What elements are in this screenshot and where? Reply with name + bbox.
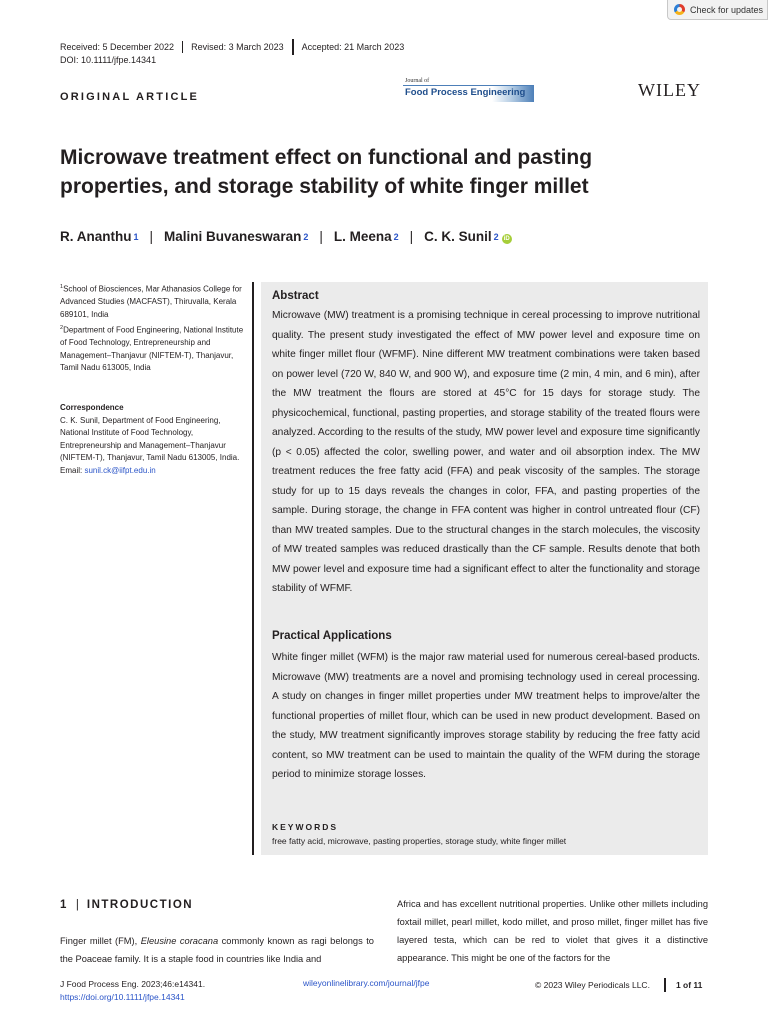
correspondence (60, 402, 245, 477)
divider (292, 39, 294, 55)
author-separator: | (149, 229, 154, 244)
author-affiliation-ref[interactable]: 2 (393, 232, 399, 242)
affiliation-text: School of Biosciences, Mar Athanasios College for Advanced Studies (MACFAST), Thiruvalla, Kerala 689101, India (60, 284, 242, 319)
affiliation-2 (60, 322, 245, 375)
check-for-updates-label: Check for updates (690, 4, 764, 15)
affiliation-number: 2 (60, 325, 64, 331)
author-affiliation-ref[interactable]: 2 (493, 232, 499, 242)
affiliation-1 (60, 281, 245, 321)
practical-applications-text: White finger millet (WFM) is the major raw material used for numerous cereal-based products. Microwave (MW) treatments are a novel and promising technology used in cereal processing. A study on changes in finger millet properties under MW treatment helps to improve/alter the functional properties of millet flour, which can be used in new product development. Based on the study, MW treatment significantly improves storage stability by reducing the free fatty acid content, so MW treatment can be used to maintain the quality of the WFM during the storage period to minimize storage losses. (272, 652, 700, 780)
article-history (60, 39, 404, 55)
page-number: 1 of 11 (675, 980, 703, 990)
section-heading-introduction (60, 899, 193, 911)
accepted-date: Accepted: 21 March 2023 (301, 42, 405, 52)
journal-logo-prefix: Journal of (405, 78, 430, 84)
correspondence-heading: Correspondence (60, 403, 124, 412)
author-affiliation-ref[interactable]: 1 (133, 232, 139, 242)
practical-applications-heading: Practical Applications (272, 630, 392, 642)
author-name[interactable]: L. Meena (333, 229, 392, 244)
author-name[interactable]: R. Ananthu (60, 229, 132, 244)
footer-right (535, 978, 702, 992)
footer-citation (60, 978, 205, 1004)
affiliation-text: Department of Food Engineering, National Institute of Food Technology, Entrepreneurship and Management–Thanjavur (NIFTEM-T), Thanjavur, Tamil Nadu 613005, India (60, 325, 244, 373)
author-name[interactable]: Malini Buvaneswaran (164, 229, 302, 244)
correspondence-email-line (60, 465, 245, 478)
copyright: © 2023 Wiley Periodicals LLC. (535, 980, 650, 990)
column-divider (252, 282, 254, 855)
publisher-logo: WILEY (638, 80, 701, 100)
keywords-text: free fatty acid, microwave, pasting properties, storage study, white finger millet (272, 836, 567, 846)
email-link[interactable]: sunil.ck@iifpt.edu.in (84, 465, 156, 475)
revised-date: Revised: 3 March 2023 (191, 42, 284, 52)
correspondence-text: C. K. Sunil, Department of Food Engineering, National Institute of Food Technology, Entrepreneurship and Management–Thanjavur (NIFTEM-T), Thanjavur, Tamil Nadu 613005, India. (60, 415, 240, 462)
author-affiliation-ref[interactable]: 2 (303, 232, 309, 242)
crossmark-icon (674, 4, 685, 15)
author-separator: | (319, 229, 323, 244)
doi: DOI: 10.1111/jfpe.14341 (60, 55, 157, 65)
intro-text: commonly known as ragi belongs to the Poaceae family. It is a staple food in countries like India and (60, 936, 374, 964)
article-type: ORIGINAL ARTICLE (60, 91, 200, 103)
intro-paragraph-right: Africa and has excellent nutritional properties. Unlike other millets including foxtail millet, pearl millet, kodo millet, and proso millet, finger millet has five layered testa, which can be red to violet that gives it a distinctive appearance. This might be one of the factors for the (397, 899, 708, 963)
journal-site-link[interactable]: wileyonlinelibrary.com/journal/jfpe (303, 978, 430, 988)
section-separator: | (75, 899, 79, 911)
section-number: 1 (60, 899, 68, 911)
intro-paragraph-left (60, 932, 374, 968)
author-name[interactable]: C. K. Sunil (424, 229, 492, 244)
check-for-updates-button[interactable] (667, 0, 768, 20)
abstract-heading: Abstract (272, 290, 319, 302)
author-list (60, 229, 512, 245)
journal-logo (403, 78, 534, 102)
section-title: INTRODUCTION (86, 899, 194, 911)
doi-link[interactable]: https://doi.org/10.1111/jfpe.14341 (60, 992, 185, 1002)
abstract-text: Microwave (MW) treatment is a promising technique in cereal processing to improve nutritional quality. The present study investigated the effect of MW power level and exposure time on white finger millet flour (WFMF). Nine different MW treatment combinations were taken based on power level (720 W, 840 W, and 900 W), and exposure time (2 min, 4 min, and 6 min), after the MW treatment the flours are stored at 45°C for 15 days for storage study. The physicochemical, functional, pasting properties, and storage stability of the treated flours were analyzed. According to the results of the study, MW power level and exposure time significantly (p < 0.05) affected the color, swelling power, and water and oil absorption index. The MW treatment reduces the free fatty acid (FFA) and peak viscosity of the samples. The storage study for up to 15 days reveals the changes in color, FFA, and pasting properties of the sample. During storage, the change in FFA content was higher in control untreated flour (CF) than MW treated samples. Due to the structural changes in the starch molecules, the viscosity of MW treated samples was reduced drastically than the CF sample. Results denote that both MW power level and exposure time had a significant effect to alter the functionality and storage stability of WFMF. (272, 310, 700, 594)
citation-text: J Food Process Eng. 2023;46:e14341. (60, 979, 206, 989)
received-date: Received: 5 December 2022 (60, 42, 175, 52)
species-name: Eleusine coracana (140, 936, 219, 946)
affiliation-number: 1 (60, 284, 64, 290)
intro-text: Finger millet (FM), (60, 936, 141, 946)
keywords-heading: KEYWORDS (272, 822, 339, 832)
orcid-icon[interactable]: iD (503, 236, 510, 242)
author-separator: | (409, 229, 414, 244)
divider (664, 978, 666, 992)
journal-logo-name: Food Process Engineering (405, 87, 526, 98)
divider (182, 41, 183, 53)
email-label: Email: (60, 465, 85, 475)
article-title: Microwave treatment effect on functional and pasting properties, and storage stability of white finger millet (60, 146, 593, 198)
